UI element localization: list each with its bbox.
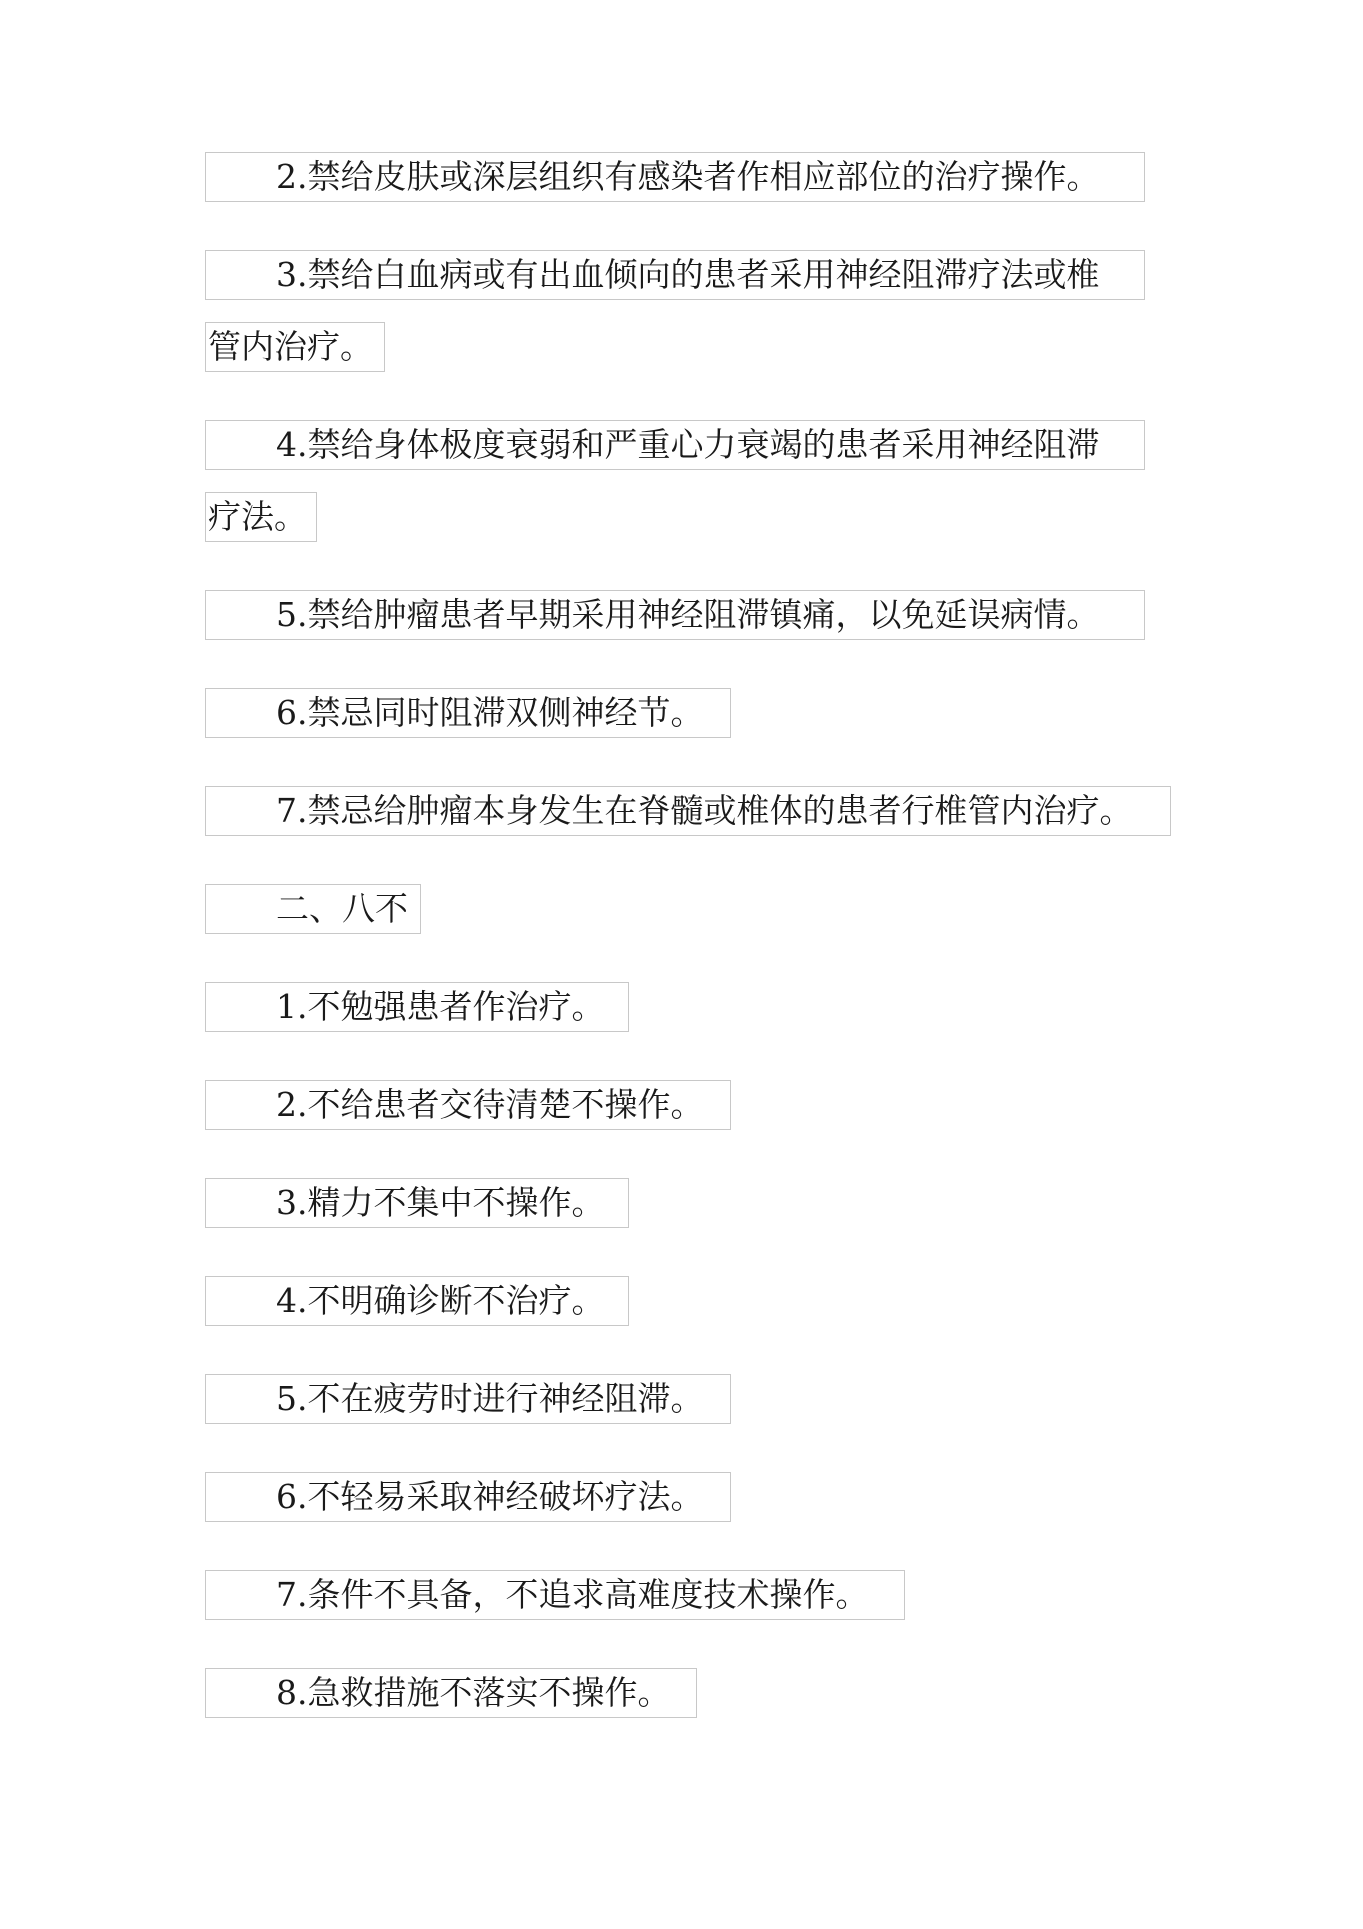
item-text: 5.禁给肿瘤患者早期采用神经阻滞镇痛，以免延误病情。	[276, 595, 1100, 634]
rule-item-4	[205, 1276, 629, 1326]
item-text: 6.禁忌同时阻滞双侧神经节。	[276, 693, 704, 732]
rule-item-6	[205, 1472, 731, 1522]
item-text: 2.禁给皮肤或深层组织有感染者作相应部位的治疗操作。	[276, 157, 1100, 196]
contraindication-item-2	[205, 152, 1145, 202]
item-text-continuation: 疗法。	[208, 497, 307, 536]
heading-text: 二、八不	[276, 889, 408, 928]
item-text: 7.条件不具备，不追求高难度技术操作。	[276, 1575, 869, 1614]
contraindication-item-3-continuation	[205, 322, 385, 372]
rule-item-5	[205, 1374, 731, 1424]
contraindication-item-4-continuation	[205, 492, 317, 542]
item-text: 5.不在疲劳时进行神经阻滞。	[276, 1379, 704, 1418]
section-heading	[205, 884, 421, 934]
item-text: 1.不勉强患者作治疗。	[276, 987, 605, 1026]
contraindication-item-6	[205, 688, 731, 738]
rule-item-7	[205, 1570, 905, 1620]
item-text: 2.不给患者交待清楚不操作。	[276, 1085, 704, 1124]
item-text-continuation: 管内治疗。	[208, 327, 373, 366]
rule-item-2	[205, 1080, 731, 1130]
contraindication-item-5	[205, 590, 1145, 640]
rule-item-1	[205, 982, 629, 1032]
rule-item-3	[205, 1178, 629, 1228]
item-text: 7.禁忌给肿瘤本身发生在脊髓或椎体的患者行椎管内治疗。	[276, 791, 1133, 830]
contraindication-item-7	[205, 786, 1171, 836]
item-text: 3.禁给白血病或有出血倾向的患者采用神经阻滞疗法或椎	[276, 255, 1100, 294]
item-text: 8.急救措施不落实不操作。	[276, 1673, 671, 1712]
item-text: 4.禁给身体极度衰弱和严重心力衰竭的患者采用神经阻滞	[276, 425, 1100, 464]
contraindication-item-3	[205, 250, 1145, 300]
item-text: 3.精力不集中不操作。	[276, 1183, 605, 1222]
contraindication-item-4	[205, 420, 1145, 470]
item-text: 4.不明确诊断不治疗。	[276, 1281, 605, 1320]
rule-item-8	[205, 1668, 697, 1718]
item-text: 6.不轻易采取神经破坏疗法。	[276, 1477, 704, 1516]
